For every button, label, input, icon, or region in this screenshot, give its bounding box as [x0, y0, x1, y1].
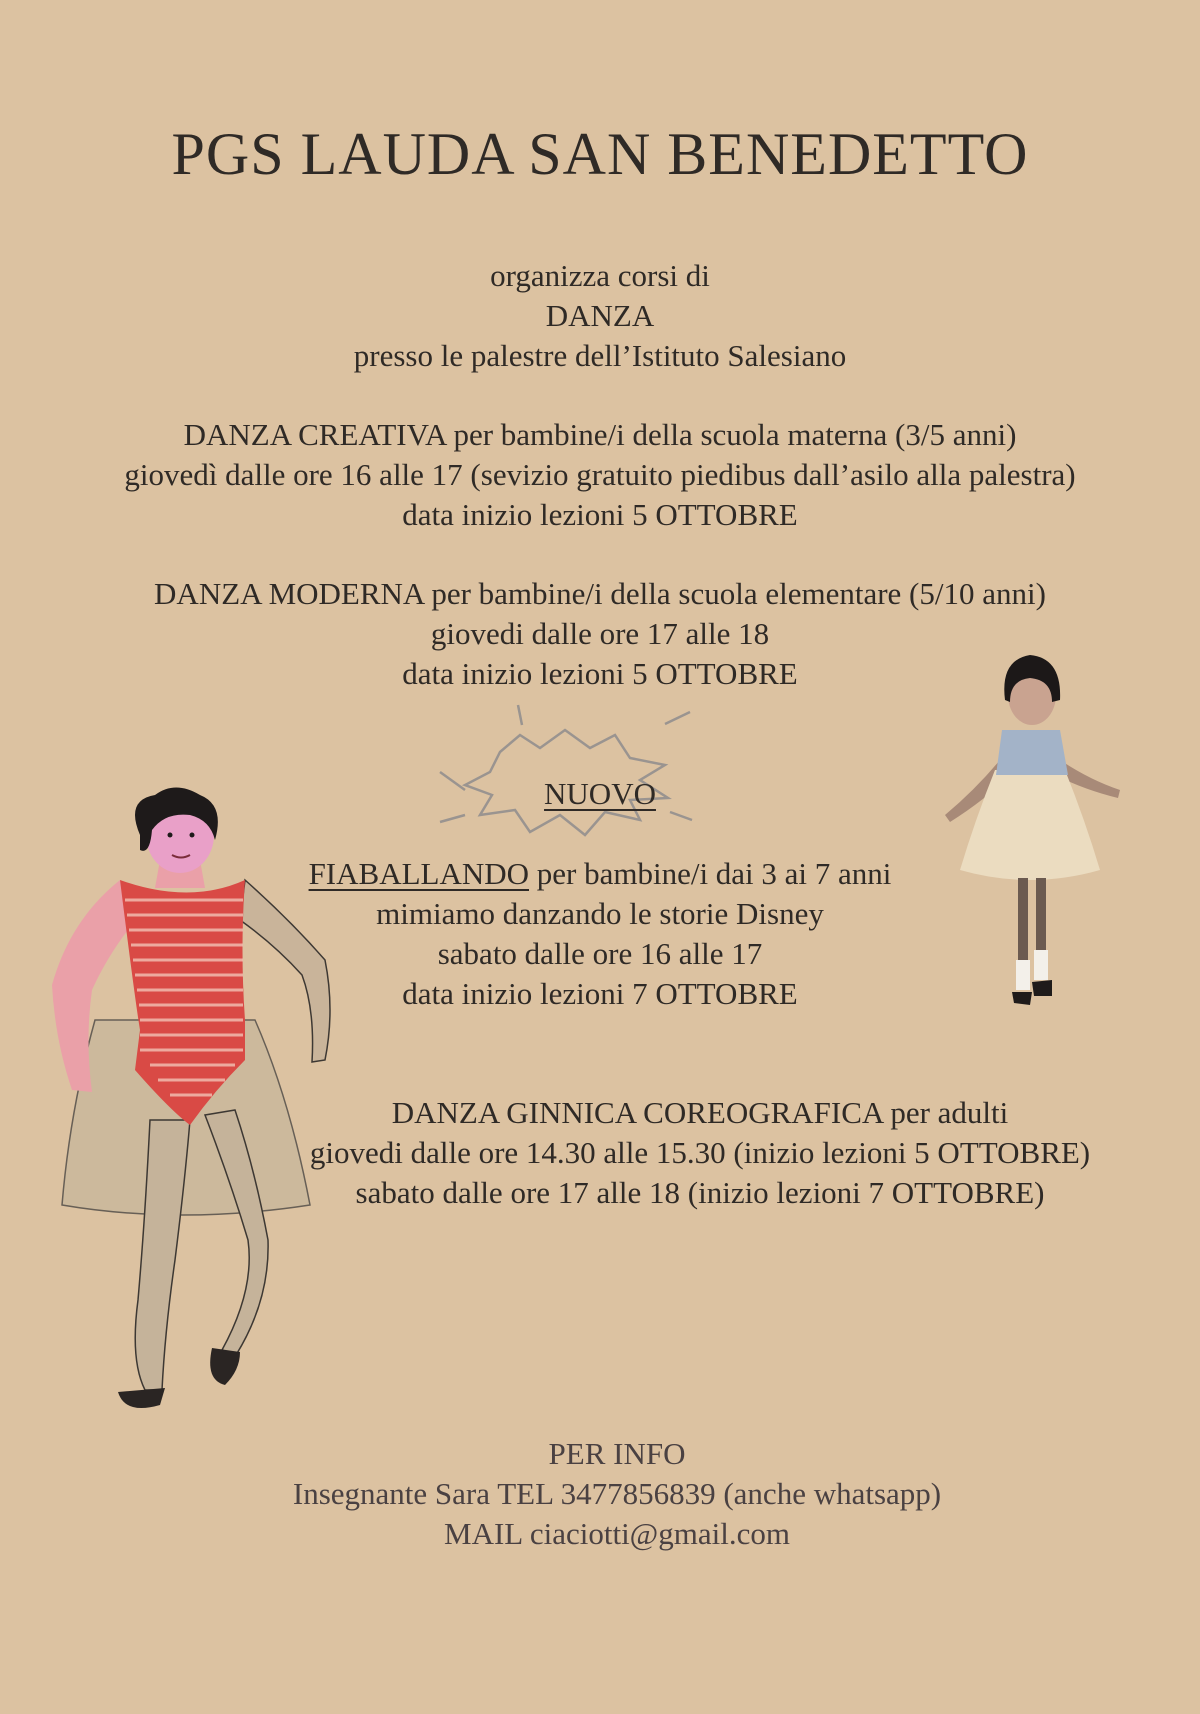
- course-danza-moderna: [0, 574, 1200, 694]
- intro-location: presso le palestre dell’Istituto Salesiano: [353, 338, 847, 373]
- page-title: PGS LAUDA SAN BENEDETTO: [171, 121, 1029, 187]
- course-danza-ginnica: [100, 1093, 1200, 1213]
- course-schedule-thursday: giovedi dalle ore 14.30 alle 15.30 (inizio lezioni 5 OTTOBRE): [309, 1135, 1091, 1170]
- course-title-line: [0, 415, 1200, 455]
- course-fiaballando: [0, 854, 1200, 1014]
- course-name: FIABALLANDO: [308, 856, 529, 891]
- info-phone: Insegnante Sara TEL 3477856839 (anche whatsapp): [292, 1476, 942, 1511]
- intro-block: [0, 256, 1200, 376]
- course-schedule: giovedi dalle ore 17 alle 18: [430, 616, 770, 651]
- course-schedule-saturday: sabato dalle ore 17 alle 18 (inizio lezioni 7 OTTOBRE): [355, 1175, 1045, 1210]
- info-heading: PER INFO: [548, 1436, 686, 1471]
- course-danza-creativa: [0, 415, 1200, 535]
- course-title-line: [100, 1093, 1200, 1133]
- course-title-line: [0, 574, 1200, 614]
- course-start-date: data inizio lezioni 7 OTTOBRE: [402, 976, 798, 1011]
- course-schedule: sabato dalle ore 16 alle 17: [437, 936, 763, 971]
- course-audience: per bambine/i della scuola elementare (5/10 anni): [423, 576, 1046, 611]
- burst-icon: [440, 705, 692, 835]
- course-title-line: [0, 854, 1200, 894]
- new-badge: [0, 774, 1200, 814]
- info-mail: MAIL ciaciotti@gmail.com: [444, 1516, 790, 1551]
- course-description: mimiamo danzando le storie Disney: [376, 896, 824, 931]
- course-name: DANZA CREATIVA: [183, 417, 446, 452]
- course-name: DANZA MODERNA: [154, 576, 424, 611]
- course-audience: per bambine/i della scuola materna (3/5 anni): [445, 417, 1017, 452]
- intro-subject: DANZA: [545, 298, 655, 333]
- course-audience: per bambine/i dai 3 ai 7 anni: [529, 856, 892, 891]
- course-name: DANZA GINNICA COREOGRAFICA: [391, 1095, 883, 1130]
- new-badge-label: NUOVO: [544, 776, 656, 811]
- contact-info: [17, 1434, 1200, 1554]
- intro-line: organizza corsi di: [490, 258, 710, 293]
- course-audience: per adulti: [882, 1095, 1009, 1130]
- course-start-date: data inizio lezioni 5 OTTOBRE: [402, 656, 798, 691]
- course-schedule: giovedì dalle ore 16 alle 17 (sevizio gratuito piedibus dall’asilo alla palestra): [124, 457, 1076, 492]
- course-start-date: data inizio lezioni 5 OTTOBRE: [402, 497, 798, 532]
